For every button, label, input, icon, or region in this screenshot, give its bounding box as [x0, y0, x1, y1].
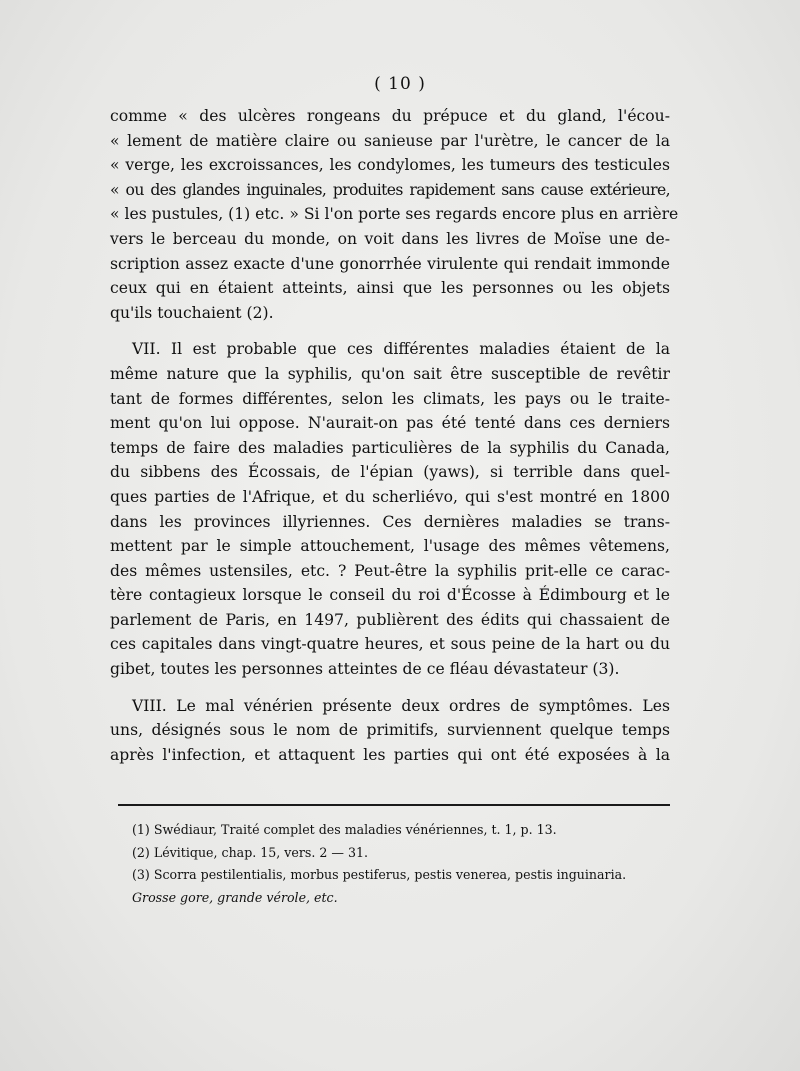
text-line: « les pustules, (1) etc. » Si l'on porte ses regards encore plus en arrière	[110, 205, 679, 224]
footnote-2: (2) Lévitique, chap. 15, vers. 2 — 31.	[132, 844, 368, 860]
main-text	[110, 104, 679, 767]
text-line: vers le berceau du monde, on voit dans les livres de Moïse une de-	[110, 229, 670, 248]
footnotes	[132, 819, 672, 909]
text-line: ment qu'on lui oppose. N'aurait-on pas été tenté dans ces derniers	[110, 414, 670, 433]
text-line: après l'infection, et attaquent les parties qui ont été exposées à la	[110, 745, 670, 764]
text-line: même nature que la syphilis, qu'on sait être susceptible de revêtir	[110, 364, 670, 383]
text-line: « verge, les excroissances, les condylomes, les tumeurs des testicules	[110, 156, 670, 175]
text-line: « ou des glandes inguinales, produites rapidement sans cause extérieure,	[110, 180, 670, 199]
paragraph-continuation	[110, 104, 679, 325]
page-number: ( 10 )	[374, 74, 426, 94]
text-line: scription assez exacte d'une gonorrhée virulente qui rendait immonde	[110, 254, 670, 273]
text-line: ces capitales dans vingt-quatre heures, et sous peine de la hart ou du	[110, 635, 670, 654]
text-line: VII. Il est probable que ces différentes maladies étaient de la	[132, 340, 670, 359]
text-line: gibet, toutes les personnes atteintes de ce fléau dévastateur (3).	[110, 660, 620, 679]
text-line: qu'ils touchaient (2).	[110, 303, 274, 322]
text-line: uns, désignés sous le nom de primitifs, surviennent quelque temps	[110, 721, 670, 740]
footnote-divider	[118, 804, 670, 806]
text-line: temps de faire des maladies particulières de la syphilis du Canada,	[110, 438, 670, 457]
text-line: des mêmes ustensiles, etc. ? Peut-être la syphilis prit-elle ce carac-	[110, 561, 670, 580]
text-line: ques parties de l'Afrique, et du scherliévo, qui s'est montré en 1800	[110, 487, 670, 506]
text-line: dans les provinces illyriennes. Ces dernières maladies se trans-	[110, 512, 670, 531]
text-line: comme « des ulcères rongeans du prépuce et du gland, l'écou-	[110, 107, 670, 125]
text-line: tère contagieux lorsque le conseil du roi d'Écosse à Édimbourg et le	[110, 586, 670, 605]
text-line: du sibbens des Écossais, de l'épian (yaws), si terrible dans quel-	[110, 463, 670, 482]
text-line: parlement de Paris, en 1497, publièrent des édits qui chassaient de	[110, 610, 670, 629]
text-line: « lement de matière claire ou sanieuse par l'urètre, le cancer de la	[110, 131, 670, 150]
paragraph-viii	[110, 694, 670, 768]
text-line: mettent par le simple attouchement, l'usage des mêmes vêtemens,	[110, 537, 670, 556]
footnote-3-continuation: Grosse gore, grande vérole, etc.	[132, 889, 338, 905]
text-line: tant de formes différentes, selon les climats, les pays ou le traite-	[110, 389, 670, 408]
text-line: VIII. Le mal vénérien présente deux ordres de symptômes. Les	[132, 696, 670, 715]
footnote-3: (3) Scorra pestilentialis, morbus pestiferus, pestis venerea, pestis inguinaria.	[132, 867, 627, 882]
paragraph-vii	[110, 337, 670, 681]
footnote-1: (1) Swédiaur, Traité complet des maladies vénériennes, t. 1, p. 13.	[132, 822, 557, 837]
text-line: ceux qui en étaient atteints, ainsi que les personnes ou les objets	[110, 279, 670, 298]
